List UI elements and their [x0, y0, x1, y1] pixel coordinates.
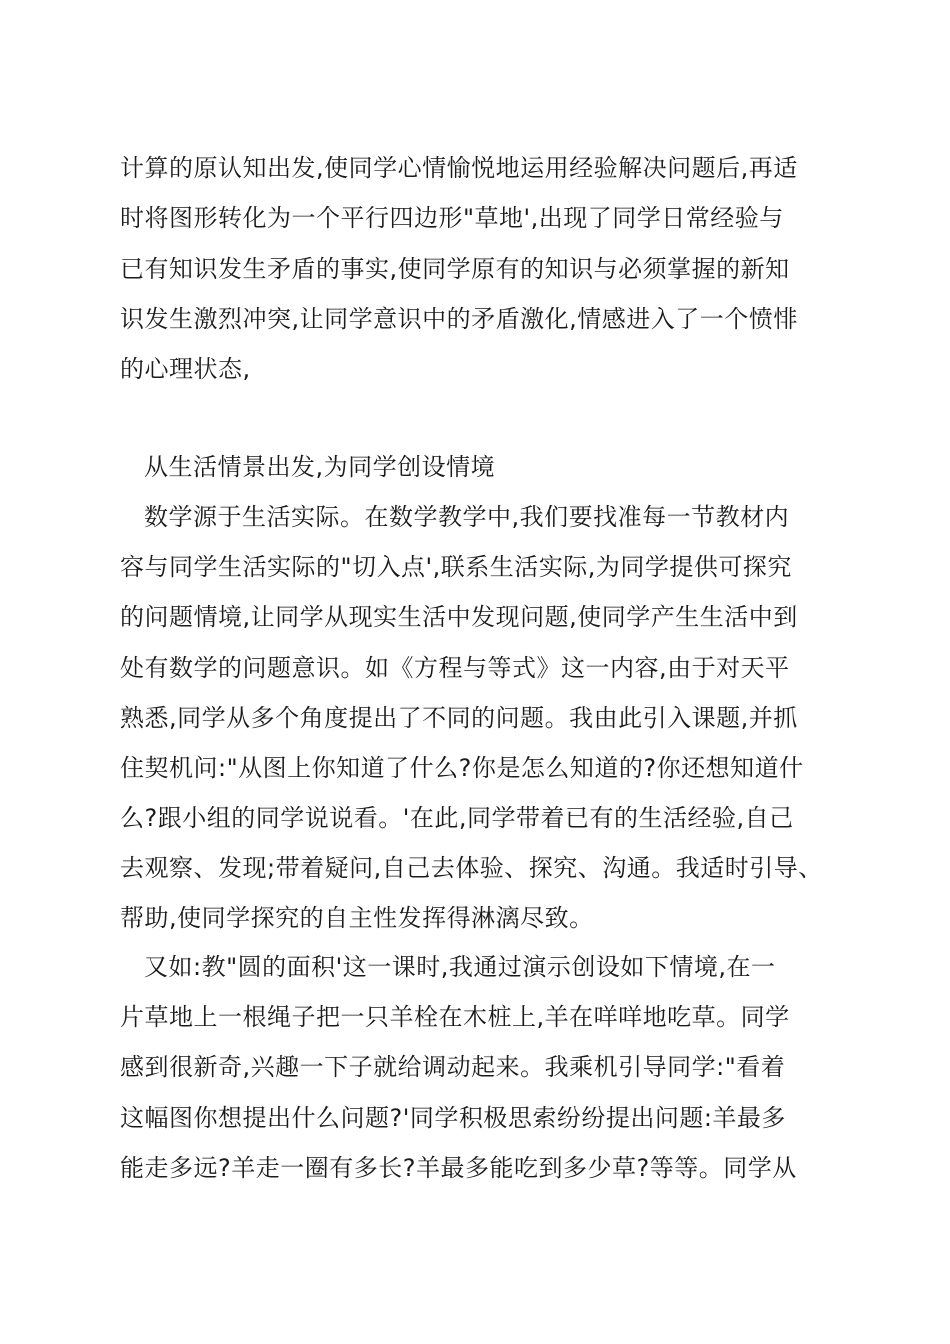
text-line: 又如:教"圆的面积'这一课时,我通过演示创设如下情境,在一: [144, 953, 776, 981]
text-line: 感到很新奇,兴趣一下子就给调动起来。我乘机引导同学:"看着: [120, 1053, 786, 1081]
text-line: 住契机问:"从图上你知道了什么?你是怎么知道的?你还想知道什: [120, 754, 804, 782]
text-line: 这幅图你想提出什么问题?'同学积极思索纷纷提出问题:羊最多: [120, 1104, 786, 1132]
text-line: 容与同学生活实际的"切入点',联系生活实际,为同学提供可探究: [120, 553, 792, 581]
text-line: 处有数学的问题意识。如《方程与等式》这一内容,由于对天平: [120, 654, 790, 682]
text-line: 已有知识发生矛盾的事实,使同学原有的知识与必须掌握的新知: [120, 255, 790, 283]
text-line: 数学源于生活实际。在数学教学中,我们要找准每一节教材内: [144, 503, 790, 531]
text-line: 时将图形转化为一个平行四边形"草地',出现了同学日常经验与: [120, 204, 784, 232]
text-line: 帮助,使同学探究的自主性发挥得淋漓尽致。: [120, 904, 594, 932]
text-line: 识发生激烈冲突,让同学意识中的矛盾激化,情感进入了一个愤悱: [120, 305, 798, 333]
text-line: 去观察、发现;带着疑问,自己去体验、探究、沟通。我适时引导、: [120, 854, 823, 882]
text-line: 的心理状态,: [120, 355, 251, 383]
text-line: 的问题情境,让同学从现实生活中发现问题,使同学产生生活中到: [120, 603, 798, 631]
text-line: 片草地上一根绳子把一只羊栓在木桩上,羊在咩咩地吃草。同学: [120, 1003, 790, 1031]
text-line: 能走多远?羊走一圈有多长?羊最多能吃到多少草?等等。同学从: [120, 1154, 797, 1182]
section-heading: 从生活情景出发,为同学创设情境: [144, 453, 496, 481]
text-line: 熟悉,同学从多个角度提出了不同的问题。我由此引入课题,并抓: [120, 704, 798, 732]
text-line: 么?跟小组的同学说说看。'在此,同学带着已有的生活经验,自己: [120, 804, 794, 832]
text-line: 计算的原认知出发,使同学心情愉悦地运用经验解决问题后,再适: [120, 154, 798, 182]
